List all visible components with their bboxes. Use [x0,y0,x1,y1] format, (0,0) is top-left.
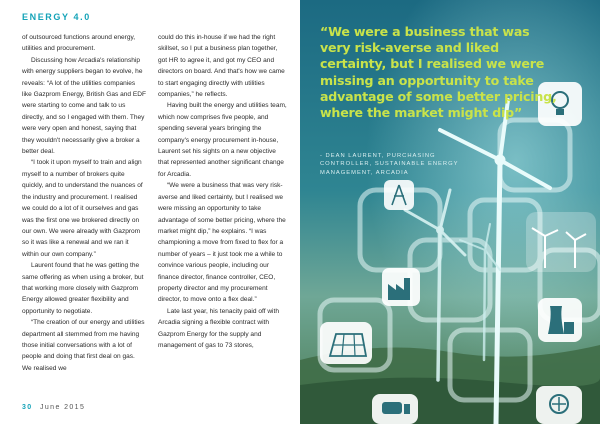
power-plant-icon [538,298,582,342]
pull-quote: “We were a business that was very risk-averse and liked certainty, but I realised we were missing an opportunity to take advantage of some better pricing, where the market might dip” [320,24,557,121]
right-page-photo [300,0,600,424]
body-column-2 [158,32,288,351]
electric-car-icon [372,394,418,424]
body-paragraph: Discussing how Arcadia's relationship with energy suppliers began to evolve, he reveals: “A lot of the utilities companies like Gazprom Energy, British Gas and EDF were starting to come and talk to us directly, and so I engaged with them. They were very open and honest, saying that they wouldn't necessarily give a broker a better deal. [22,56,146,156]
section-tag: ENERGY 4.0 [22,12,91,22]
quote-attribution: - DEAN LAURENT, PURCHASING CONTROLLER, SUSTAINABLE ENERGY MANAGEMENT, ARCADIA [320,153,459,176]
page-number: 30 [22,404,33,411]
body-paragraph: “The creation of our energy and utilities department all stemmed from me having those initial conversations with a lot of people and doing that first deal on gas. We realised we [22,319,145,372]
body-paragraph: Late last year, his tenacity paid off with Arcadia signing a flexible contract with Gazprom Energy for the supply and management of gas to 73 stores, [158,307,279,349]
factory-icon [382,268,420,306]
hydro-dam-icon [536,386,582,424]
issue-date: June 2015 [39,404,86,411]
body-paragraph: could do this in-house if we had the right skillset, so I put a business plan together, got HR to agree it, and got my CEO and directors on board. And that's how we came to start engaging directly with utilities companies,” he reflects. [158,34,285,99]
energy-tower-icon [384,180,414,210]
wind-turbine-icon [526,212,596,272]
folio [22,404,85,411]
solar-panel-icon [320,322,372,364]
body-paragraph: “I took it upon myself to train and align myself to a number of brokers quite quickly, and to understand the nuances of the industry and procurement. I realised we could do a lot of it ourselves and gas was the first one we brokered directly on our own. We were already with Gazprom so it was like a renewal and we ran it within our own company.” [22,159,143,258]
body-paragraph: Having built the energy and utilities team, which now comprises five people, and spending several years bringing the company's energy procurement in-house, Laurent set his sights on a new objective that represented another significant change for Arcadia. [158,102,287,178]
body-paragraph: Laurent found that he was getting the same offering as when using a broker, but that working more closely with Gazprom Energy allowed greater flexibility and opportunity to negotiate. [22,262,144,315]
body-paragraph: of outsourced functions around energy, utilities and procurement. [22,34,136,53]
body-column-1 [22,32,146,374]
body-paragraph: “We were a business that was very risk-averse and liked certainty, but I realised we were missing an opportunity to take advantage of some better pricing, where the market might dip,” he explains. “I was championing a move from fixed to flex for a number of years – it just took me a while to convince various people, including our finance director, finance controller, CEO, property director and my procurement director, to move onto a flex deal.” [158,182,286,304]
